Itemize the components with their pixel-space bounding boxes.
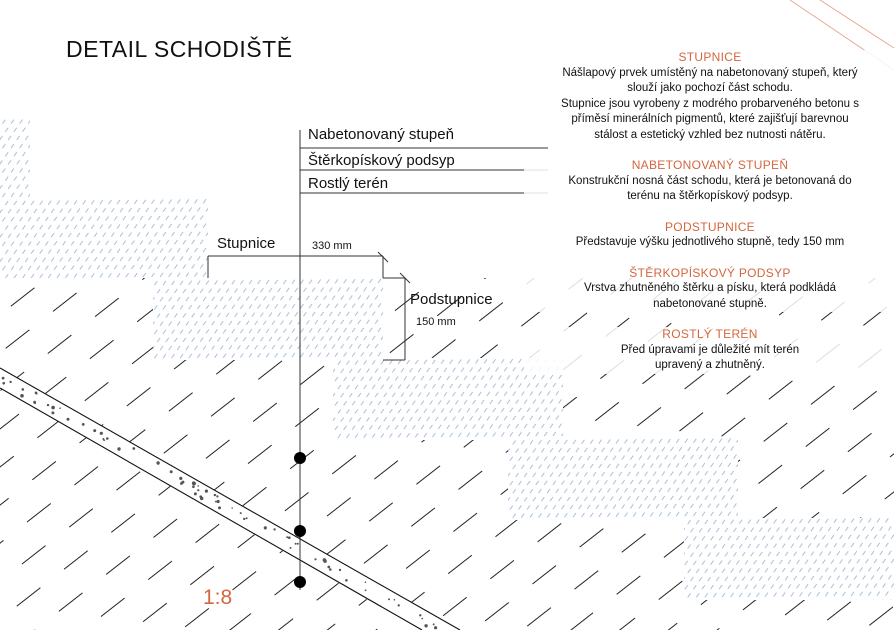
label-stupnice: Stupnice bbox=[217, 235, 276, 252]
label-podstupnice: Podstupnice bbox=[410, 291, 493, 308]
gravel-speck bbox=[286, 536, 288, 538]
gravel-speck bbox=[215, 501, 217, 503]
gravel-speck bbox=[214, 494, 216, 496]
gravel-speck bbox=[218, 506, 221, 509]
gravel-speck bbox=[217, 500, 220, 503]
gravel-speck bbox=[231, 507, 233, 509]
gravel-speck bbox=[243, 518, 245, 520]
legend-heading: STUPNICE bbox=[678, 50, 742, 64]
gravel-speck bbox=[47, 404, 49, 406]
legend-line: terénu na štěrkopískový podsyp. bbox=[627, 190, 793, 202]
legend-heading: ROSTLÝ TERÉN bbox=[662, 327, 758, 341]
gravel-speck bbox=[181, 481, 184, 484]
gravel-speck bbox=[20, 394, 24, 398]
gravel-speck bbox=[339, 569, 341, 571]
label-sterkopiskovy-podsyp: Štěrkopískový podsyp bbox=[308, 152, 455, 169]
legend-line: Konstrukční nosná část schodu, která je betonovaná do bbox=[568, 174, 852, 187]
gravel-speck bbox=[365, 581, 367, 583]
legend-line: Vrstva zhutněného štěrku a písku, která podkládá bbox=[583, 282, 837, 294]
gravel-speck bbox=[179, 477, 182, 480]
legend-line: Představuje výšku jednotlivého stupně, tedy 150 mm bbox=[575, 236, 845, 248]
legend-line: stálost a estetický vzhled bez nutnosti nátěru. bbox=[594, 128, 826, 141]
gravel-speck bbox=[200, 497, 203, 500]
legend-heading: NABETONOVANÝ STUPEŇ bbox=[631, 158, 789, 172]
gravel-speck bbox=[329, 568, 332, 571]
scale-label: 1:8 bbox=[203, 586, 233, 609]
gravel-speck bbox=[2, 377, 5, 380]
legend-line: Nášlapový prvek umístěný na nabetonovaný stupeň, který bbox=[562, 66, 858, 79]
label-nabetonovany-stupen: Nabetonovaný stupeň bbox=[308, 126, 454, 143]
page-title: DETAIL SCHODIŠTĚ bbox=[66, 36, 293, 62]
gravel-speck bbox=[9, 381, 11, 383]
legend bbox=[524, 50, 894, 389]
gravel-speck bbox=[419, 614, 421, 616]
podstupnice-dimension: 150 mm bbox=[416, 316, 456, 328]
gravel-speck bbox=[273, 528, 275, 530]
legend-heading: ŠTĚRKOPÍSKOVÝ PODSYP bbox=[629, 265, 791, 280]
gravel-speck bbox=[67, 418, 70, 421]
gravel-speck bbox=[388, 598, 390, 600]
gravel-speck bbox=[82, 423, 85, 426]
dimension-stupnice bbox=[208, 252, 388, 278]
legend-nabetonovany-stupen bbox=[524, 158, 894, 205]
gravel-speck bbox=[103, 439, 105, 441]
legend-podstupnice bbox=[524, 220, 894, 251]
gravel-speck bbox=[290, 547, 292, 549]
gravel-speck bbox=[288, 536, 291, 539]
gravel-speck bbox=[295, 543, 297, 545]
gravel-speck bbox=[192, 485, 195, 488]
gravel-speck bbox=[106, 437, 109, 440]
legend-line: slouží jako pochozí část schodu. bbox=[627, 82, 793, 94]
gravel-speck bbox=[170, 470, 173, 473]
gravel-speck bbox=[435, 627, 437, 629]
label-rostly-teren: Rostlý terén bbox=[308, 175, 389, 192]
stupnice-dimension: 330 mm bbox=[312, 240, 352, 252]
legend-line: upravený a zhutněný. bbox=[655, 359, 765, 371]
gravel-speck bbox=[51, 406, 55, 410]
gravel-speck bbox=[216, 495, 218, 497]
gravel-speck bbox=[100, 432, 103, 435]
gravel-speck bbox=[424, 624, 427, 627]
gravel-speck bbox=[132, 447, 135, 450]
legend-rostly-teren bbox=[524, 327, 894, 374]
gravel-speck bbox=[240, 512, 242, 514]
gravel-speck bbox=[192, 481, 196, 485]
legend-sterkopiskovy-podsyp bbox=[524, 266, 894, 313]
gravel-speck bbox=[398, 604, 400, 606]
leader-dot-step bbox=[294, 452, 306, 464]
gravel-speck bbox=[327, 566, 330, 569]
concrete-upper-mass bbox=[0, 118, 208, 278]
gravel-speck bbox=[197, 485, 199, 487]
gravel-speck bbox=[264, 526, 267, 529]
gravel-speck bbox=[2, 382, 5, 385]
gravel-speck bbox=[36, 393, 38, 395]
gravel-speck bbox=[205, 490, 208, 493]
gravel-speck bbox=[51, 411, 54, 414]
leader-dot-gravel bbox=[294, 525, 306, 537]
gravel-speck bbox=[117, 447, 120, 450]
legend-line: Stupnice jsou vyrobeny z modrého probarveného betonu s bbox=[561, 97, 859, 110]
gravel-speck bbox=[421, 618, 423, 620]
gravel-speck bbox=[297, 543, 299, 545]
gravel-speck bbox=[314, 558, 316, 560]
gravel-speck bbox=[323, 560, 326, 563]
legend-stupnice bbox=[524, 50, 894, 143]
gravel-speck bbox=[433, 623, 435, 625]
gravel-speck bbox=[22, 388, 25, 391]
legend-heading: PODSTUPNICE bbox=[665, 219, 755, 234]
gravel-speck bbox=[34, 402, 36, 404]
leader-dot-terrain bbox=[294, 576, 306, 588]
gravel-speck bbox=[394, 599, 396, 601]
gravel-speck bbox=[345, 579, 348, 582]
gravel-speck bbox=[93, 429, 96, 432]
gravel-speck bbox=[365, 589, 367, 591]
gravel-speck bbox=[59, 407, 61, 409]
gravel-speck bbox=[156, 461, 159, 464]
legend-line: nabetonované stupně. bbox=[653, 297, 767, 310]
gravel-speck bbox=[197, 489, 199, 491]
legend-line: příměsí minerálních pigmentů, které zajišťují barevnou bbox=[571, 113, 849, 125]
gravel-speck bbox=[246, 517, 248, 519]
gravel-speck bbox=[194, 492, 197, 495]
legend-line: Před úpravami je důležité mít terén bbox=[620, 343, 800, 356]
